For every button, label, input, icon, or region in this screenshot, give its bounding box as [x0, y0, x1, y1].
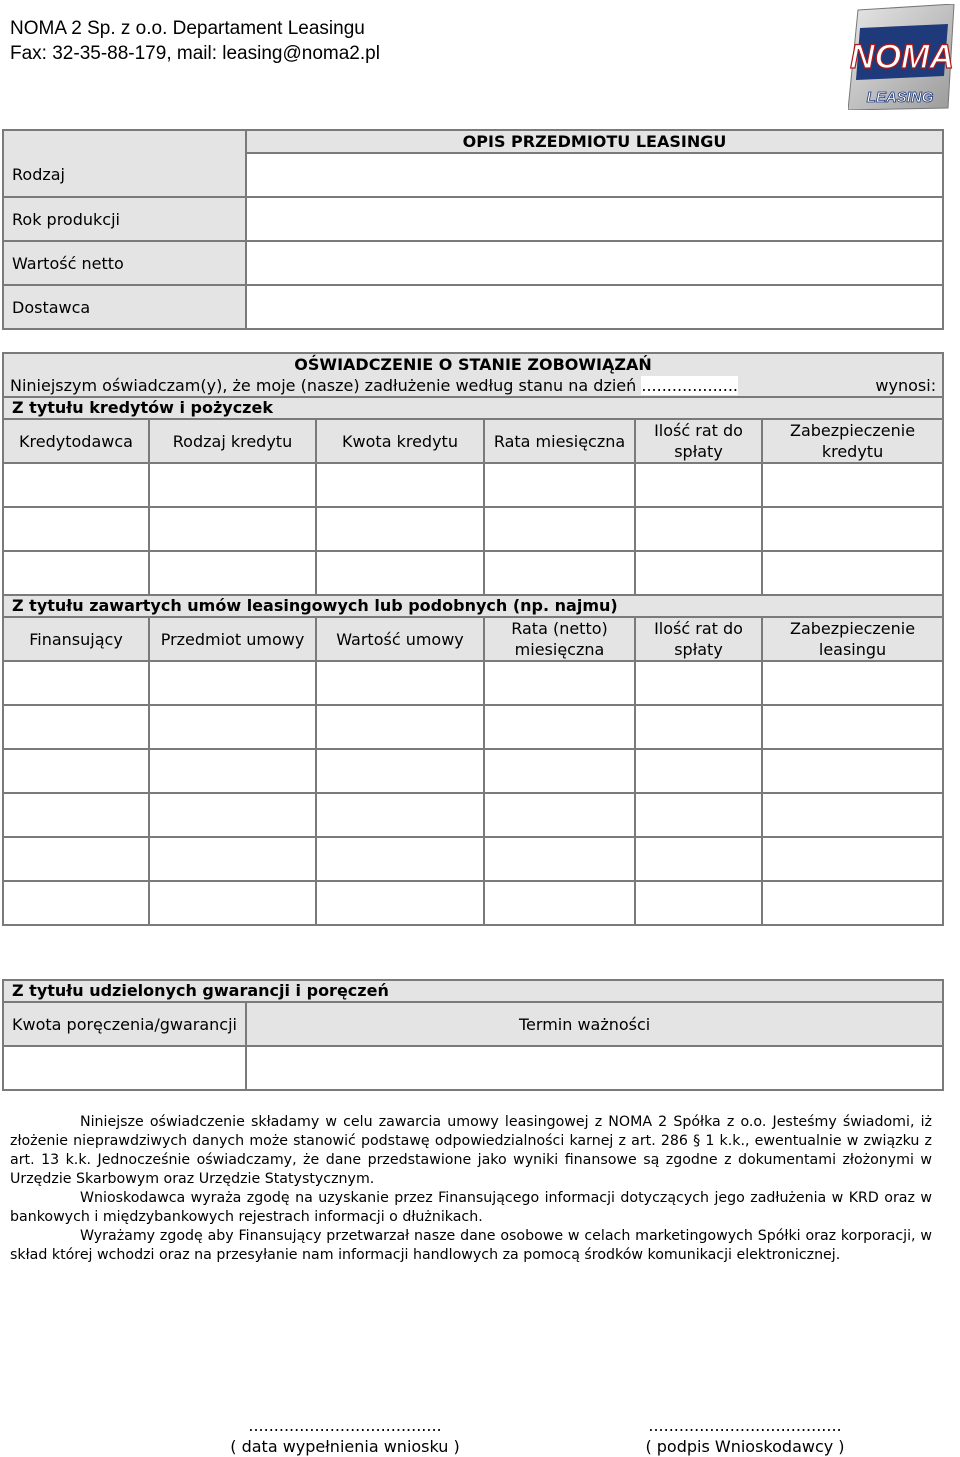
- cell[interactable]: [762, 705, 943, 749]
- cell[interactable]: [635, 749, 762, 793]
- zobowiazania-table: [2, 352, 944, 926]
- table-row: [3, 881, 943, 925]
- table-row: [3, 551, 943, 595]
- col-kwota-poreczenia: Kwota poręczenia/gwarancji: [3, 1002, 246, 1046]
- declaration-text: [10, 1113, 932, 1265]
- cell[interactable]: [762, 793, 943, 837]
- date-label: ( data wypełnienia wniosku ): [230, 1437, 460, 1456]
- cell[interactable]: [246, 1046, 943, 1090]
- col-rodzaj-kredytu: Rodzaj kredytu: [149, 419, 316, 463]
- oswiadczenie-title: OŚWIADCZENIE O STANIE ZOBOWIĄZAŃ: [294, 355, 652, 374]
- gwarancje-title: Z tytułu udzielonych gwarancji i poręczeń: [3, 980, 943, 1002]
- cell[interactable]: [635, 705, 762, 749]
- table-row: [3, 705, 943, 749]
- cell[interactable]: [316, 881, 484, 925]
- paragraph: Wyrażamy zgodę aby Finansujący przetwarzał nasze dane osobowe w celach marketingowych Spółki oraz korporacji, w skład której wchodzi oraz na przesyłanie nam informacji handlowych za pomocą środków komunikacji elektronicznej.: [10, 1228, 932, 1263]
- cell[interactable]: [762, 749, 943, 793]
- cell[interactable]: [3, 463, 149, 507]
- cell[interactable]: [635, 881, 762, 925]
- col-zabezpieczenie-leasingu: Zabezpieczenie leasingu: [762, 617, 943, 661]
- cell[interactable]: [3, 705, 149, 749]
- cell[interactable]: [316, 507, 484, 551]
- cell[interactable]: [316, 463, 484, 507]
- cell[interactable]: [3, 551, 149, 595]
- cell[interactable]: [316, 837, 484, 881]
- date-signature-block: [200, 1415, 490, 1457]
- cell[interactable]: [149, 463, 316, 507]
- cell[interactable]: [149, 507, 316, 551]
- svg-text:NOMA: NOMA: [850, 38, 954, 76]
- cell[interactable]: [484, 551, 635, 595]
- cell[interactable]: [3, 749, 149, 793]
- opis-title: OPIS PRZEDMIOTU LEASINGU: [246, 130, 943, 153]
- paragraph: Wnioskodawca wyraża zgodę na uzyskanie przez Finansującego informacji dotyczących jego zadłużenia w KRD oraz w bankowych i międzybankowych rejestrach informacji o dłużnikach.: [10, 1190, 932, 1225]
- cell[interactable]: [149, 793, 316, 837]
- input-rodzaj[interactable]: [246, 153, 943, 197]
- cell[interactable]: [149, 551, 316, 595]
- cell[interactable]: [149, 705, 316, 749]
- input-dostawca[interactable]: [246, 285, 943, 329]
- cell[interactable]: [3, 881, 149, 925]
- cell[interactable]: [3, 837, 149, 881]
- wynosi-label: wynosi:: [875, 376, 937, 395]
- kredyty-title: Z tytułu kredytów i pożyczek: [3, 397, 943, 419]
- signature-dots[interactable]: ......................................: [648, 1416, 842, 1435]
- table-row: [3, 793, 943, 837]
- cell[interactable]: [635, 507, 762, 551]
- cell[interactable]: [484, 463, 635, 507]
- cell[interactable]: [3, 507, 149, 551]
- gwarancje-table: [2, 979, 944, 1091]
- label-wartosc-netto: Wartość netto: [3, 241, 246, 285]
- col-finansujacy: Finansujący: [3, 617, 149, 661]
- cell[interactable]: [3, 661, 149, 705]
- cell[interactable]: [149, 749, 316, 793]
- table-row: [3, 1046, 943, 1090]
- cell[interactable]: [484, 507, 635, 551]
- cell[interactable]: [484, 749, 635, 793]
- col-kwota-kredytu: Kwota kredytu: [316, 419, 484, 463]
- cell[interactable]: [762, 551, 943, 595]
- table-row: [3, 749, 943, 793]
- cell[interactable]: [762, 463, 943, 507]
- cell[interactable]: [3, 793, 149, 837]
- date-dots[interactable]: ......................................: [248, 1416, 442, 1435]
- cell[interactable]: [762, 837, 943, 881]
- paragraph: Niniejsze oświadczenie składamy w celu zawarcia umowy leasingowej z NOMA 2 Spółka z o.o. Jesteśmy świadomi, iż złożenie nieprawdziwych danych może stanowić podstawę odpowiedzialności karnej z art. 286 § 1 k.k., ewentualnie w związku z art. 13 k.k. Jednocześnie oświadczamy, że dane przedstawione jako wyniki finansowe są zgodne z dokumentami złożonymi w Urzędzie Skarbowym oraz Urzędzie Statystycznym.: [10, 1114, 932, 1187]
- col-rata-netto: Rata (netto) miesięczna: [484, 617, 635, 661]
- col-rata-miesieczna: Rata miesięczna: [484, 419, 635, 463]
- contact-info: Fax: 32-35-88-179, mail: leasing@noma2.pl: [10, 43, 380, 64]
- cell[interactable]: [635, 551, 762, 595]
- date-field[interactable]: ...................: [641, 376, 739, 395]
- col-przedmiot-umowy: Przedmiot umowy: [149, 617, 316, 661]
- cell[interactable]: [635, 837, 762, 881]
- noma-leasing-logo: [848, 4, 956, 110]
- input-rok-produkcji[interactable]: [246, 197, 943, 241]
- table-row: [3, 507, 943, 551]
- cell[interactable]: [635, 793, 762, 837]
- input-wartosc-netto[interactable]: [246, 241, 943, 285]
- svg-text:LEASING: LEASING: [866, 89, 934, 106]
- cell[interactable]: [316, 705, 484, 749]
- cell[interactable]: [484, 661, 635, 705]
- cell[interactable]: [484, 837, 635, 881]
- signature-block: [590, 1415, 900, 1457]
- col-termin-waznosci: Termin ważności: [246, 1002, 943, 1046]
- cell[interactable]: [484, 881, 635, 925]
- leasing-title: Z tytułu zawartych umów leasingowych lub podobnych (np. najmu): [3, 595, 943, 617]
- cell[interactable]: [149, 837, 316, 881]
- cell[interactable]: [149, 661, 316, 705]
- col-ilosc-rat-leasing: Ilość rat do spłaty: [635, 617, 762, 661]
- table-row: [3, 661, 943, 705]
- table-row: [3, 463, 943, 507]
- signature-label: ( podpis Wnioskodawcy ): [645, 1437, 845, 1456]
- cell[interactable]: [316, 551, 484, 595]
- label-rodzaj: Rodzaj: [3, 153, 246, 197]
- col-kredytodawca: Kredytodawca: [3, 419, 149, 463]
- cell[interactable]: [316, 661, 484, 705]
- cell[interactable]: [484, 705, 635, 749]
- label-rok-produkcji: Rok produkcji: [3, 197, 246, 241]
- col-zabezpieczenie-kredytu: Zabezpieczenie kredytu: [762, 419, 943, 463]
- cell[interactable]: [316, 749, 484, 793]
- cell[interactable]: [762, 507, 943, 551]
- cell[interactable]: [484, 793, 635, 837]
- cell[interactable]: [149, 881, 316, 925]
- company-name: NOMA 2 Sp. z o.o. Departament Leasingu: [10, 18, 365, 39]
- cell[interactable]: [635, 661, 762, 705]
- cell[interactable]: [316, 793, 484, 837]
- cell[interactable]: [762, 881, 943, 925]
- col-ilosc-rat: Ilość rat do spłaty: [635, 419, 762, 463]
- table-row: [3, 837, 943, 881]
- col-wartosc-umowy: Wartość umowy: [316, 617, 484, 661]
- cell[interactable]: [3, 1046, 246, 1090]
- cell[interactable]: [762, 661, 943, 705]
- opis-table: [2, 129, 944, 330]
- oswiadczenie-statement: Niniejszym oświadczam(y), że moje (nasze) zadłużenie według stanu na dzień: [10, 376, 637, 395]
- cell[interactable]: [635, 463, 762, 507]
- label-dostawca: Dostawca: [3, 285, 246, 329]
